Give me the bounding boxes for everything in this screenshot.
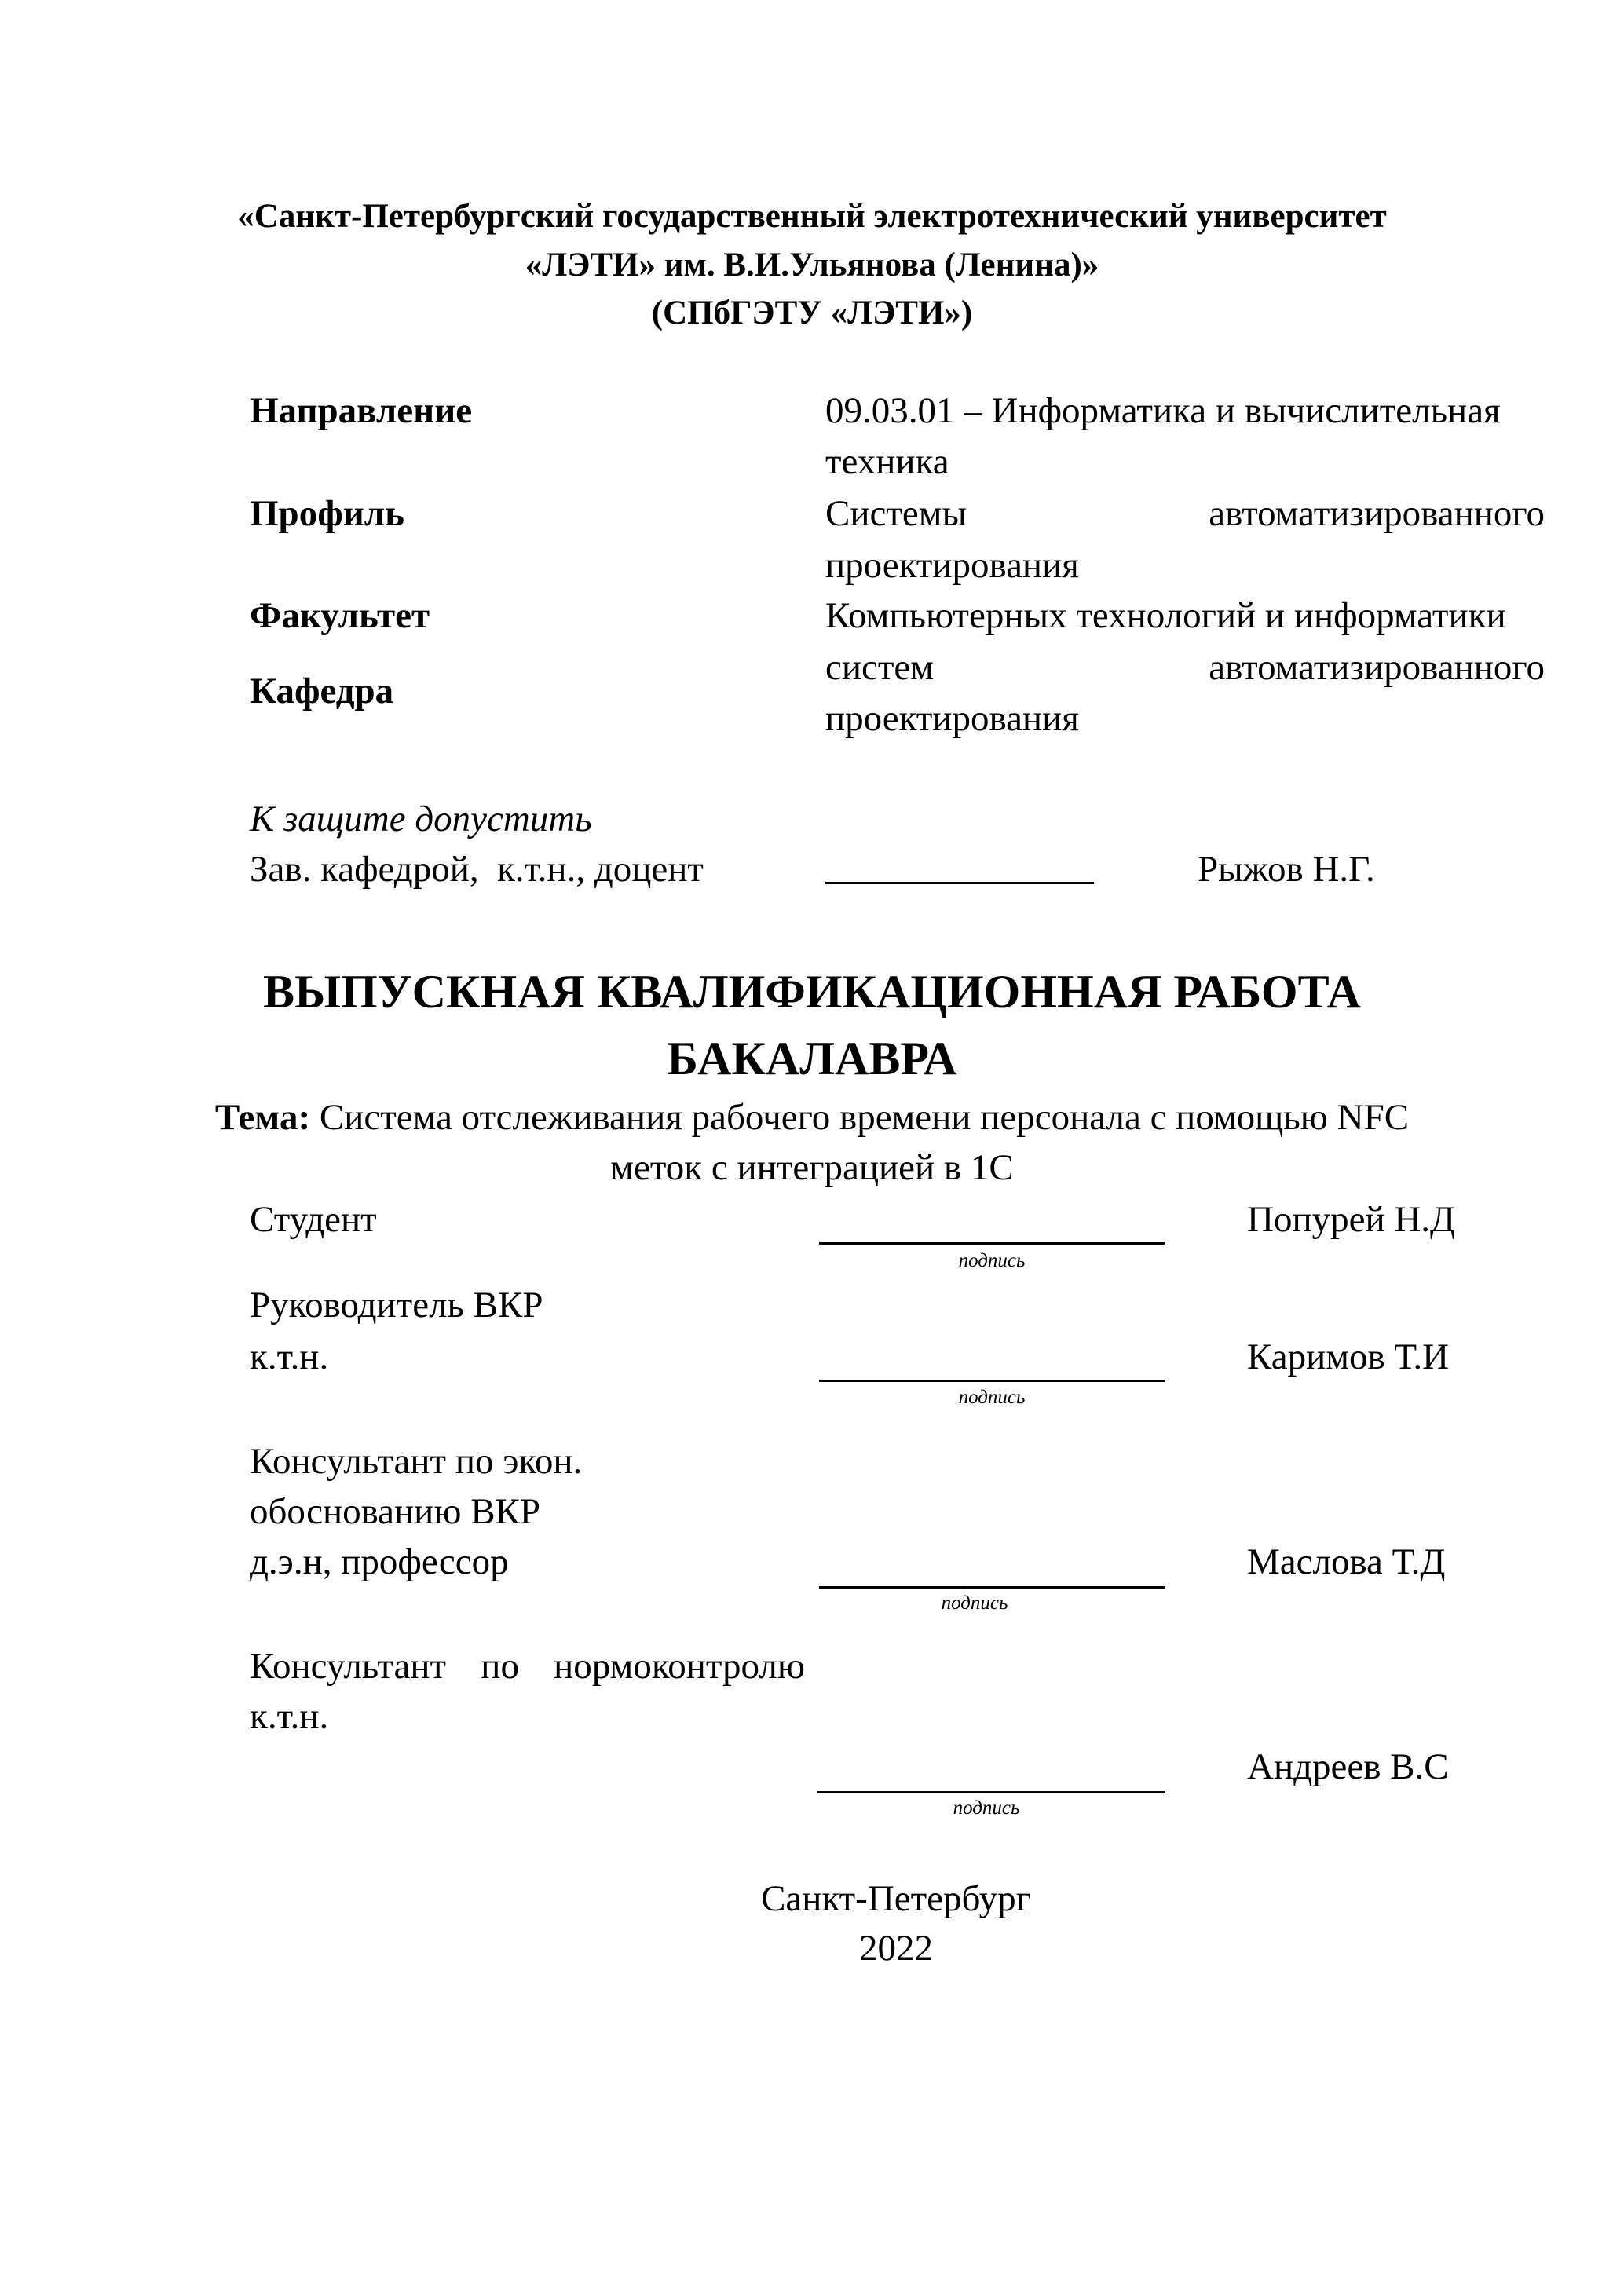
direction-value bbox=[825, 387, 1545, 434]
city: Санкт-Петербург bbox=[761, 1878, 1031, 1919]
profile-value bbox=[825, 490, 1545, 537]
faculty-value: Компьютерных технологий и информатики bbox=[825, 595, 1506, 636]
econ-consultant-label-line1: Консультант по экон. bbox=[250, 1441, 583, 1482]
profile-label: Профиль bbox=[250, 493, 405, 534]
approval-name: Рыжов Н.Г. bbox=[1198, 849, 1375, 890]
student-name: Попурей Н.Д bbox=[1247, 1199, 1456, 1240]
signature-caption: подпись bbox=[958, 1250, 1026, 1271]
signature-caption: подпись bbox=[953, 1797, 1020, 1819]
topic-line2: меток с интеграцией в 1С bbox=[610, 1147, 1014, 1188]
econ-signature-line bbox=[819, 1586, 1165, 1589]
supervisor-label: Руководитель ВКР bbox=[250, 1285, 543, 1325]
norm-consultant-name: Андреев В.С bbox=[1247, 1746, 1449, 1787]
supervisor-name: Каримов Т.И bbox=[1247, 1336, 1450, 1377]
year: 2022 bbox=[859, 1928, 933, 1969]
direction-value-line2: техника bbox=[825, 441, 949, 482]
topic-text: Система отслеживания рабочего времени персонала с помощью NFC bbox=[310, 1097, 1410, 1138]
department-word: систем bbox=[825, 647, 935, 688]
norm-word: по bbox=[481, 1646, 519, 1687]
norm-word: нормоконтролю bbox=[554, 1646, 805, 1687]
department-value bbox=[825, 644, 1545, 691]
department-value-line2: проектирования bbox=[825, 698, 1079, 739]
approval-position: Зав. кафедрой, к.т.н., доцент bbox=[250, 849, 704, 890]
department-word: автоматизированного bbox=[1209, 647, 1545, 688]
norm-word: Консультант bbox=[250, 1646, 447, 1687]
direction-label: Направление bbox=[250, 390, 473, 431]
econ-consultant-label-line2: обоснованию ВКР bbox=[250, 1491, 541, 1532]
econ-consultant-name: Маслова Т.Д bbox=[1247, 1541, 1446, 1582]
department-label: Кафедра bbox=[250, 671, 394, 711]
university-name-line1: «Санкт-Петербургский государственный электротехнический университет bbox=[237, 198, 1387, 235]
norm-signature-line bbox=[817, 1791, 1165, 1793]
direction-value-line1: 09.03.01 – Информатика и вычислительная bbox=[825, 390, 1501, 431]
profile-value-line2: проектирования bbox=[825, 545, 1079, 586]
faculty-label: Факультет bbox=[250, 595, 430, 636]
supervisor-signature-line bbox=[819, 1380, 1165, 1382]
work-title-line1: ВЫПУСКНАЯ КВАЛИФИКАЦИОННАЯ РАБОТА bbox=[263, 966, 1361, 1018]
topic-line1 bbox=[0, 1094, 1624, 1141]
student-signature-line bbox=[819, 1242, 1165, 1245]
supervisor-degree: к.т.н. bbox=[250, 1336, 329, 1377]
work-title-line2: БАКАЛАВРА bbox=[667, 1033, 957, 1084]
profile-word: Системы bbox=[825, 493, 967, 534]
topic-label: Тема: bbox=[214, 1097, 311, 1138]
student-label: Студент bbox=[250, 1199, 377, 1240]
university-name-line2: «ЛЭТИ» им. В.И.Ульянова (Ленина)» bbox=[525, 247, 1099, 283]
approval-signature-line bbox=[825, 882, 1094, 884]
university-abbrev: (СПбГЭТУ «ЛЭТИ») bbox=[651, 294, 973, 331]
signature-caption: подпись bbox=[958, 1387, 1026, 1408]
approval-label: К защите допустить bbox=[250, 799, 592, 839]
norm-consultant-degree: к.т.н. bbox=[250, 1696, 329, 1737]
profile-word: автоматизированного bbox=[1209, 493, 1545, 534]
norm-consultant-label-line1 bbox=[250, 1643, 805, 1690]
econ-consultant-degree: д.э.н, профессор bbox=[250, 1541, 509, 1582]
signature-caption: подпись bbox=[941, 1592, 1008, 1614]
